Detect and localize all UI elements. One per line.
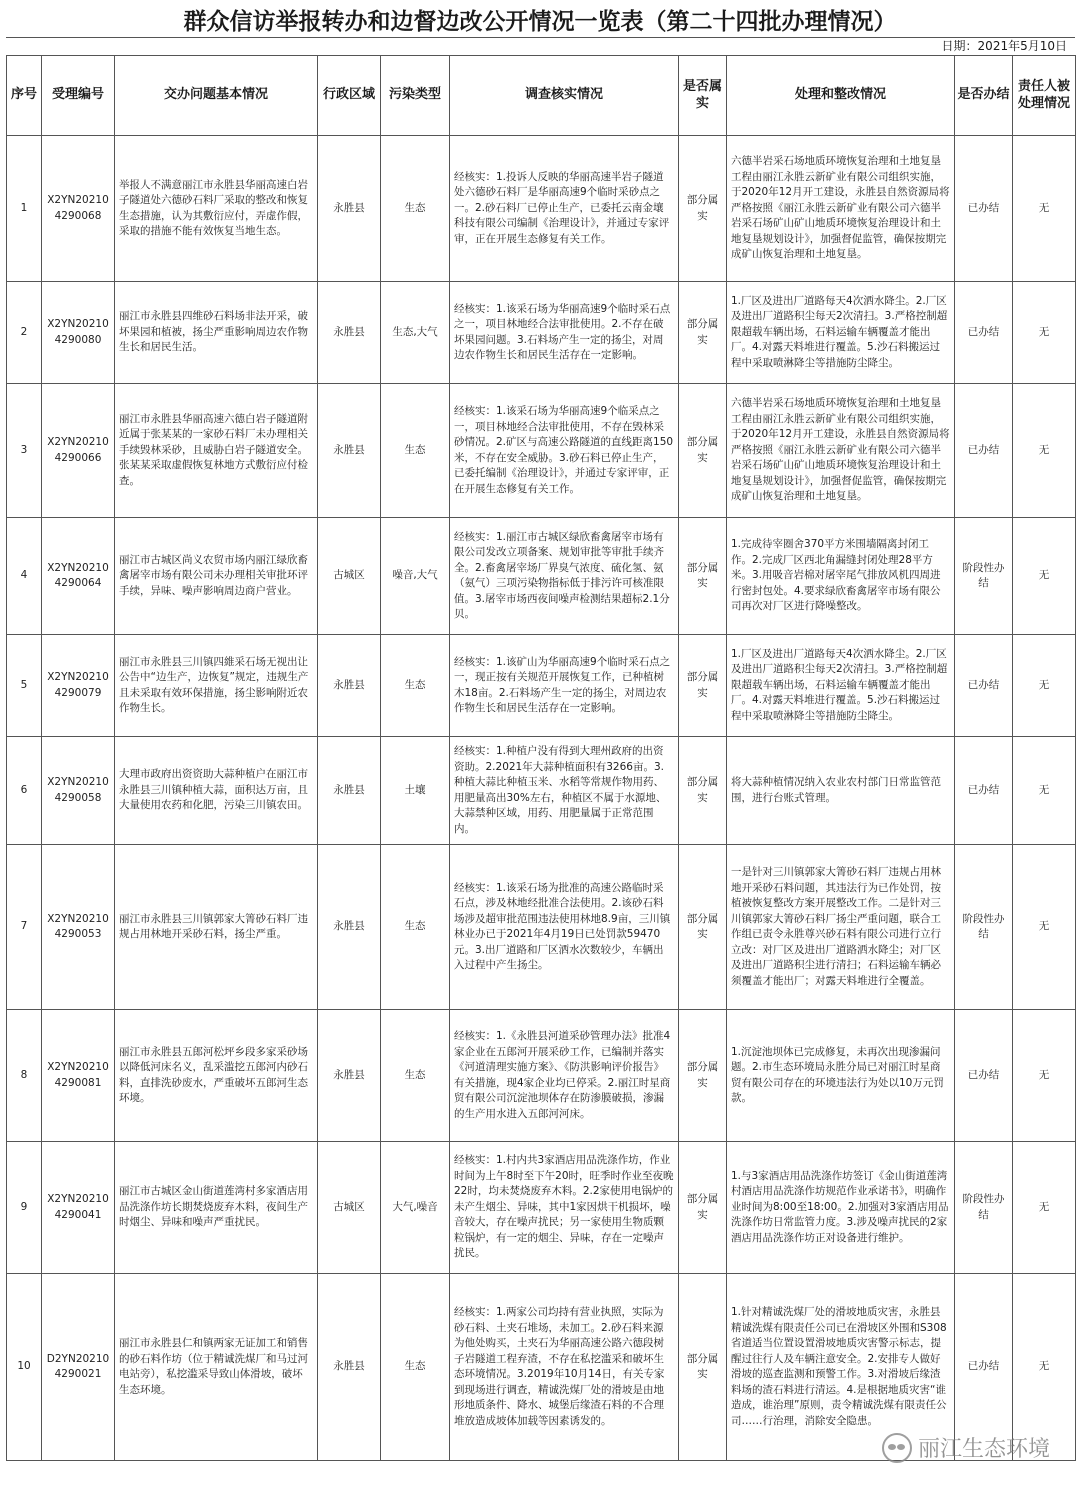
cell-code: X2YN202104290066 bbox=[42, 384, 115, 518]
table-row bbox=[7, 845, 1076, 1010]
cell-done: 已办结 bbox=[955, 635, 1013, 737]
cell-no: 7 bbox=[7, 845, 42, 1010]
header-no: 序号 bbox=[7, 56, 42, 136]
cell-handling: 1.厂区及进出厂道路每天4次洒水降尘。2.厂区及进出厂道路积尘每天2次清扫。3.严格控制超限超载车辆出场，石料运输车辆覆盖才能出厂。4.对露天料堆进行覆盖。5.沙石料搬运过程中采取喷淋降尘等措施防尘降尘。 bbox=[727, 282, 955, 384]
cell-no: 9 bbox=[7, 1142, 42, 1274]
cell-issue: 丽江市永胜县三川镇郭家大箐砂石料厂违规占用林地开采砂石料，扬尘严重。 bbox=[115, 845, 318, 1010]
cell-no: 2 bbox=[7, 282, 42, 384]
cell-type: 生态 bbox=[381, 635, 450, 737]
table-row bbox=[7, 1142, 1076, 1274]
cell-code: X2YN202104290053 bbox=[42, 845, 115, 1010]
cell-fact: 部分属实 bbox=[679, 518, 727, 635]
header-resp: 责任人被处理情况 bbox=[1013, 56, 1076, 136]
cell-area: 永胜县 bbox=[318, 1010, 381, 1142]
cell-code: X2YN202104290041 bbox=[42, 1142, 115, 1274]
cell-code: X2YN202104290068 bbox=[42, 136, 115, 282]
cell-type: 生态,大气 bbox=[381, 282, 450, 384]
cell-type: 大气,噪音 bbox=[381, 1142, 450, 1274]
cell-resp: 无 bbox=[1013, 518, 1076, 635]
cell-handling: 一是针对三川镇郭家大箐砂石料厂违规占用林地开采砂石料问题，其违法行为已作处罚，按植被恢复整改方案开展整改工作。二是针对三川镇郭家大箐砂石料厂扬尘严重问题，联合工作组已责令永胜尊兴砂石料有限公司进行立行立改：对厂区及进出厂道路洒水降尘；对厂区及进出厂道路积尘进行清扫；石料运输车辆必须覆盖才能出厂；对露天料堆进行全覆盖。 bbox=[727, 845, 955, 1010]
cell-no: 3 bbox=[7, 384, 42, 518]
cell-code: X2YN202104290080 bbox=[42, 282, 115, 384]
table-row bbox=[7, 518, 1076, 635]
cell-investigation: 经核实：1.该采石场为华丽高速9个临采点之一，项目林地经合法审批使用，不存在毁林采砂情况。2.矿区与高速公路隧道的直线距离150米，不存在安全威胁。3.砂石料已停止生产，已委托编制《治理设计》，并通过专家评审，正在开展生态修复有关工作。 bbox=[450, 384, 679, 518]
cell-issue: 大理市政府出资资助大蒜种植户在丽江市永胜县三川镇种植大蒜，面积达万亩，且大量使用农药和化肥，污染三川镇农田。 bbox=[115, 737, 318, 845]
cell-no: 4 bbox=[7, 518, 42, 635]
cell-done: 阶段性办结 bbox=[955, 518, 1013, 635]
table-row bbox=[7, 737, 1076, 845]
cell-investigation: 经核实：1.该采石场为华丽高速9个临时采石点之一，项目林地经合法审批使用。2.不存在破坏果园问题。3.石料场产生一定的扬尘，对周边农作物生长和居民生活存在一定影响。 bbox=[450, 282, 679, 384]
cell-area: 永胜县 bbox=[318, 845, 381, 1010]
cell-no: 10 bbox=[7, 1274, 42, 1461]
cell-investigation: 经核实：1.村内共3家酒店用品洗涤作坊，作业时间为上午8时至下午20时，旺季时作业至夜晚22时，均未焚烧废弃木料。2.2家使用电锅炉的未产生烟尘、异味，其中1家因烘干机损坏，噪音较大，存在噪声扰民；另一家使用生物质颗粒锅炉，有一定的烟尘、异味，存在一定噪声扰民。 bbox=[450, 1142, 679, 1274]
cell-type: 生态 bbox=[381, 136, 450, 282]
cell-no: 8 bbox=[7, 1010, 42, 1142]
cell-type: 生态 bbox=[381, 384, 450, 518]
watermark-text: 丽江生态环境 bbox=[917, 1437, 1050, 1462]
cell-handling: 1.针对精诚洗煤厂处的滑坡地质灾害，永胜县精诚洗煤有限责任公司已在滑坡区外围和S308省道适当位置设置滑坡地质灾害警示标志，提醒过往行人及车辆注意安全。2.安排专人做好滑坡的巡查监测和预警工作。3.对滑坡后缘渣料场的渣石料进行清运。4.是根据地质灾害“谁造成，谁治理”原则，责令精诚洗煤有限责任公司……行治理，消除安全隐患。 bbox=[727, 1274, 955, 1461]
cell-fact: 部分属实 bbox=[679, 1010, 727, 1142]
cell-type: 土壤 bbox=[381, 737, 450, 845]
header-issue: 交办问题基本情况 bbox=[115, 56, 318, 136]
cell-no: 5 bbox=[7, 635, 42, 737]
cell-investigation: 经核实：1.种植户没有得到大理州政府的出资资助。2.2021年大蒜种植面积有3266亩。3.种植大蒜比种植玉米、水稻等常规作物用药、用肥量高出30%左右，种植区不属于水源地、大蒜禁种区域，用药、用肥量属于正常范围内。 bbox=[450, 737, 679, 845]
cell-fact: 部分属实 bbox=[679, 1142, 727, 1274]
cell-fact: 部分属实 bbox=[679, 635, 727, 737]
cell-fact: 部分属实 bbox=[679, 1274, 727, 1461]
cell-code: D2YN202104290021 bbox=[42, 1274, 115, 1461]
cell-resp: 无 bbox=[1013, 1274, 1076, 1461]
table-row bbox=[7, 635, 1076, 737]
cell-issue: 举报人不满意丽江市永胜县华丽高速白岩子隧道处六德砂石料厂采取的整改和恢复生态措施，认为其敷衍应付，弄虚作假，采取的措施不能有效恢复当地生态。 bbox=[115, 136, 318, 282]
cell-type: 生态 bbox=[381, 845, 450, 1010]
cell-code: X2YN202104290079 bbox=[42, 635, 115, 737]
cell-resp: 无 bbox=[1013, 1010, 1076, 1142]
header-done: 是否办结 bbox=[955, 56, 1013, 136]
header-handling: 处理和整改情况 bbox=[727, 56, 955, 136]
cell-handling: 1.与3家酒店用品洗涤作坊签订《金山街道莲湾村酒店用品洗涤作坊规范作业承诺书》，明确作业时间为8:00至18:00。2.加强对3家酒店用品洗涤作坊日常监管力度。3.涉及噪声扰民的2家酒店用品洗涤作坊正对设备进行维护。 bbox=[727, 1142, 955, 1274]
watermark bbox=[882, 1432, 1050, 1463]
cell-type: 生态 bbox=[381, 1010, 450, 1142]
cell-no: 1 bbox=[7, 136, 42, 282]
cell-done: 已办结 bbox=[955, 1274, 1013, 1461]
cell-resp: 无 bbox=[1013, 845, 1076, 1010]
cell-issue: 丽江市永胜县五郎河松坪乡段多家采砂场以降低河床名义，乱采滥挖五郎河内砂石料，直排洗砂废水，严重破坏五郎河生态环境。 bbox=[115, 1010, 318, 1142]
cell-fact: 部分属实 bbox=[679, 282, 727, 384]
page-title: 群众信访举报转办和边督边改公开情况一览表（第二十四批办理情况） bbox=[183, 8, 897, 35]
cell-fact: 部分属实 bbox=[679, 384, 727, 518]
cell-fact: 部分属实 bbox=[679, 737, 727, 845]
cell-handling: 1.厂区及进出厂道路每天4次洒水降尘。2.厂区及进出厂道路积尘每天2次清扫。3.严格控制超限超载车辆出场，石料运输车辆覆盖才能出厂。4.对露天料堆进行覆盖。5.沙石料搬运过程中采取喷淋降尘等措施防尘降尘。 bbox=[727, 635, 955, 737]
cell-resp: 无 bbox=[1013, 635, 1076, 737]
cell-issue: 丽江市古城区金山街道莲湾村多家酒店用品洗涤作坊长期焚烧废弃木料，夜间生产时烟尘、异味和噪声严重扰民。 bbox=[115, 1142, 318, 1274]
cell-issue: 丽江市永胜县仁和镇两家无证加工和销售的砂石料作坊（位于精诚洗煤厂和马过河电站旁），私挖滥采导致山体滑坡，破坏生态环境。 bbox=[115, 1274, 318, 1461]
cell-issue: 丽江市古城区尚义农贸市场内丽江绿欣畜禽屠宰市场有限公司未办理相关审批环评手续，异味、噪声影响周边商户营业。 bbox=[115, 518, 318, 635]
cell-handling: 六德半岩采石场地质环境恢复治理和土地复垦工程由丽江永胜云新矿业有限公司组织实施，于2020年12月开工建设，永胜县自然资源局将严格按照《丽江永胜云新矿业有限公司六德半岩采石场矿山矿山地质环境恢复治理设计和土地复垦规划设计》，加强督促监管，确保按期完成矿山恢复治理和土地复垦。 bbox=[727, 384, 955, 518]
report-table bbox=[6, 55, 1076, 1461]
cell-resp: 无 bbox=[1013, 1142, 1076, 1274]
table-row bbox=[7, 1010, 1076, 1142]
table-row bbox=[7, 136, 1076, 282]
cell-done: 已办结 bbox=[955, 737, 1013, 845]
header-fact: 是否属实 bbox=[679, 56, 727, 136]
cell-issue: 丽江市永胜县华丽高速六德白岩子隧道附近属于张某某的一家砂石料厂未办理相关手续毁林采砂，且威胁白岩子隧道安全。张某某采取虚假恢复林地方式敷衍应付检查。 bbox=[115, 384, 318, 518]
cell-investigation: 经核实：1.该矿山为华丽高速9个临时采石点之一，现正按有关规范开展恢复工作，已种植树木18亩。2.石料场产生一定的扬尘，对周边农作物生长和居民生活存在一定影响。 bbox=[450, 635, 679, 737]
cell-area: 永胜县 bbox=[318, 1274, 381, 1461]
header-investigation: 调查核实情况 bbox=[450, 56, 679, 136]
cell-code: X2YN202104290064 bbox=[42, 518, 115, 635]
cell-done: 阶段性办结 bbox=[955, 1142, 1013, 1274]
cell-area: 永胜县 bbox=[318, 384, 381, 518]
cell-area: 永胜县 bbox=[318, 136, 381, 282]
cell-issue: 丽江市永胜县三川镇四維采石场无视出让公告中“边生产，边恢复”规定，违规生产且未采取有效环保措施，扬尘影响附近农作物生长。 bbox=[115, 635, 318, 737]
cell-done: 阶段性办结 bbox=[955, 845, 1013, 1010]
cell-area: 永胜县 bbox=[318, 635, 381, 737]
cell-fact: 部分属实 bbox=[679, 845, 727, 1010]
cell-done: 已办结 bbox=[955, 282, 1013, 384]
cell-handling: 1.完成待宰圈舍370平方米围墙隔离封闭工作。2.完成厂区西北角漏缝封闭处理28平方米。3.用吸音岩棉对屠宰尾气排放风机四周进行密封包处。4.要求绿欣畜禽屠宰市场有限公司再次对厂区进行降噪整改。 bbox=[727, 518, 955, 635]
cell-done: 已办结 bbox=[955, 384, 1013, 518]
header-area: 行政区域 bbox=[318, 56, 381, 136]
cell-area: 古城区 bbox=[318, 1142, 381, 1274]
cell-investigation: 经核实：1.该采石场为批准的高速公路临时采石点，涉及林地经批准合法使用。2.该砂石料场涉及超审批范围违法使用林地8.9亩，三川镇林业办已于2021年4月19日已处罚款59470元。3.出厂道路和厂区洒水次数较少，车辆出入过程中产生扬尘。 bbox=[450, 845, 679, 1010]
table-row bbox=[7, 282, 1076, 384]
wechat-icon bbox=[882, 1433, 912, 1463]
cell-area: 古城区 bbox=[318, 518, 381, 635]
cell-investigation: 经核实：1.《永胜县河道采砂管理办法》批准4家企业在五郎河开展采砂工作，已编制并落实《河道清理实施方案》、《防洪影响评价报告》有关措施，现4家企业均已停采。2.丽江时星商贸有限公司沉淀池坝体存在防渗膜破损，渗漏的生产用水进入五郎河河床。 bbox=[450, 1010, 679, 1142]
cell-done: 已办结 bbox=[955, 1010, 1013, 1142]
cell-no: 6 bbox=[7, 737, 42, 845]
cell-code: X2YN202104290081 bbox=[42, 1010, 115, 1142]
cell-resp: 无 bbox=[1013, 737, 1076, 845]
cell-investigation: 经核实：1.投诉人反映的华丽高速半岩子隧道处六德砂石料厂是华丽高速9个临时采砂点之一。2.砂石料厂已停止生产，已委托云南金壤科技有限公司编制《治理设计》，并通过专家评审，正在开展生态修复有关工作。 bbox=[450, 136, 679, 282]
cell-investigation: 经核实：1.两家公司均持有营业执照，实际为砂石料、土夹石堆场，未加工。2.砂石料来源为他处购买，土夹石为华丽高速公路六德段树子岩隧道工程弃渣，不存在私挖滥采和破坏生态环境情况。3.2019年10月14日，有关专家到现场进行调查，精诚洗煤厂处的滑坡是由地形地质条件、降水、城堡后缘渣石料的不合理堆放造成坡体加载等因素诱发的。 bbox=[450, 1274, 679, 1461]
cell-type: 生态 bbox=[381, 1274, 450, 1461]
cell-resp: 无 bbox=[1013, 136, 1076, 282]
header-type: 污染类型 bbox=[381, 56, 450, 136]
cell-handling: 六德半岩采石场地质环境恢复治理和土地复垦工程由丽江永胜云新矿业有限公司组织实施，于2020年12月开工建设，永胜县自然资源局将严格按照《丽江永胜云新矿业有限公司六德半岩采石场矿山矿山地质环境恢复治理设计和土地复垦规划设计》，加强督促监管，确保按期完成矿山恢复治理和土地复垦。 bbox=[727, 136, 955, 282]
cell-code: X2YN202104290058 bbox=[42, 737, 115, 845]
table-row bbox=[7, 384, 1076, 518]
cell-issue: 丽江市永胜县四维砂石料场非法开采，破坏果园和植被，扬尘严重影响周边农作物生长和居民生活。 bbox=[115, 282, 318, 384]
cell-type: 噪音,大气 bbox=[381, 518, 450, 635]
cell-handling: 1.沉淀池坝体已完成修复，未再次出现渗漏问题。2.市生态环境局永胜分局已对丽江时星商贸有限公司存在的环境违法行为处以10万元罚款。 bbox=[727, 1010, 955, 1142]
cell-fact: 部分属实 bbox=[679, 136, 727, 282]
header-code: 受理编号 bbox=[42, 56, 115, 136]
cell-resp: 无 bbox=[1013, 384, 1076, 518]
table-header bbox=[7, 56, 1076, 136]
date-label: 日期：2021年5月10日 bbox=[941, 39, 1067, 53]
cell-done: 已办结 bbox=[955, 136, 1013, 282]
cell-handling: 将大蒜种植情况纳入农业农村部门日常监管范围，进行台账式管理。 bbox=[727, 737, 955, 845]
cell-investigation: 经核实：1.丽江市古城区绿欣畜禽屠宰市场有限公司发改立项备案、规划审批等审批手续齐全。2.畜禽屠宰场厂界臭气浓度、硫化氢、氨（氨气）三项污染物指标低于排污许可核准限值。3.屠宰市场西夜间噪声检测结果超标2.1分贝。 bbox=[450, 518, 679, 635]
date-line bbox=[6, 37, 1075, 55]
cell-area: 永胜县 bbox=[318, 282, 381, 384]
cell-area: 永胜县 bbox=[318, 737, 381, 845]
cell-resp: 无 bbox=[1013, 282, 1076, 384]
